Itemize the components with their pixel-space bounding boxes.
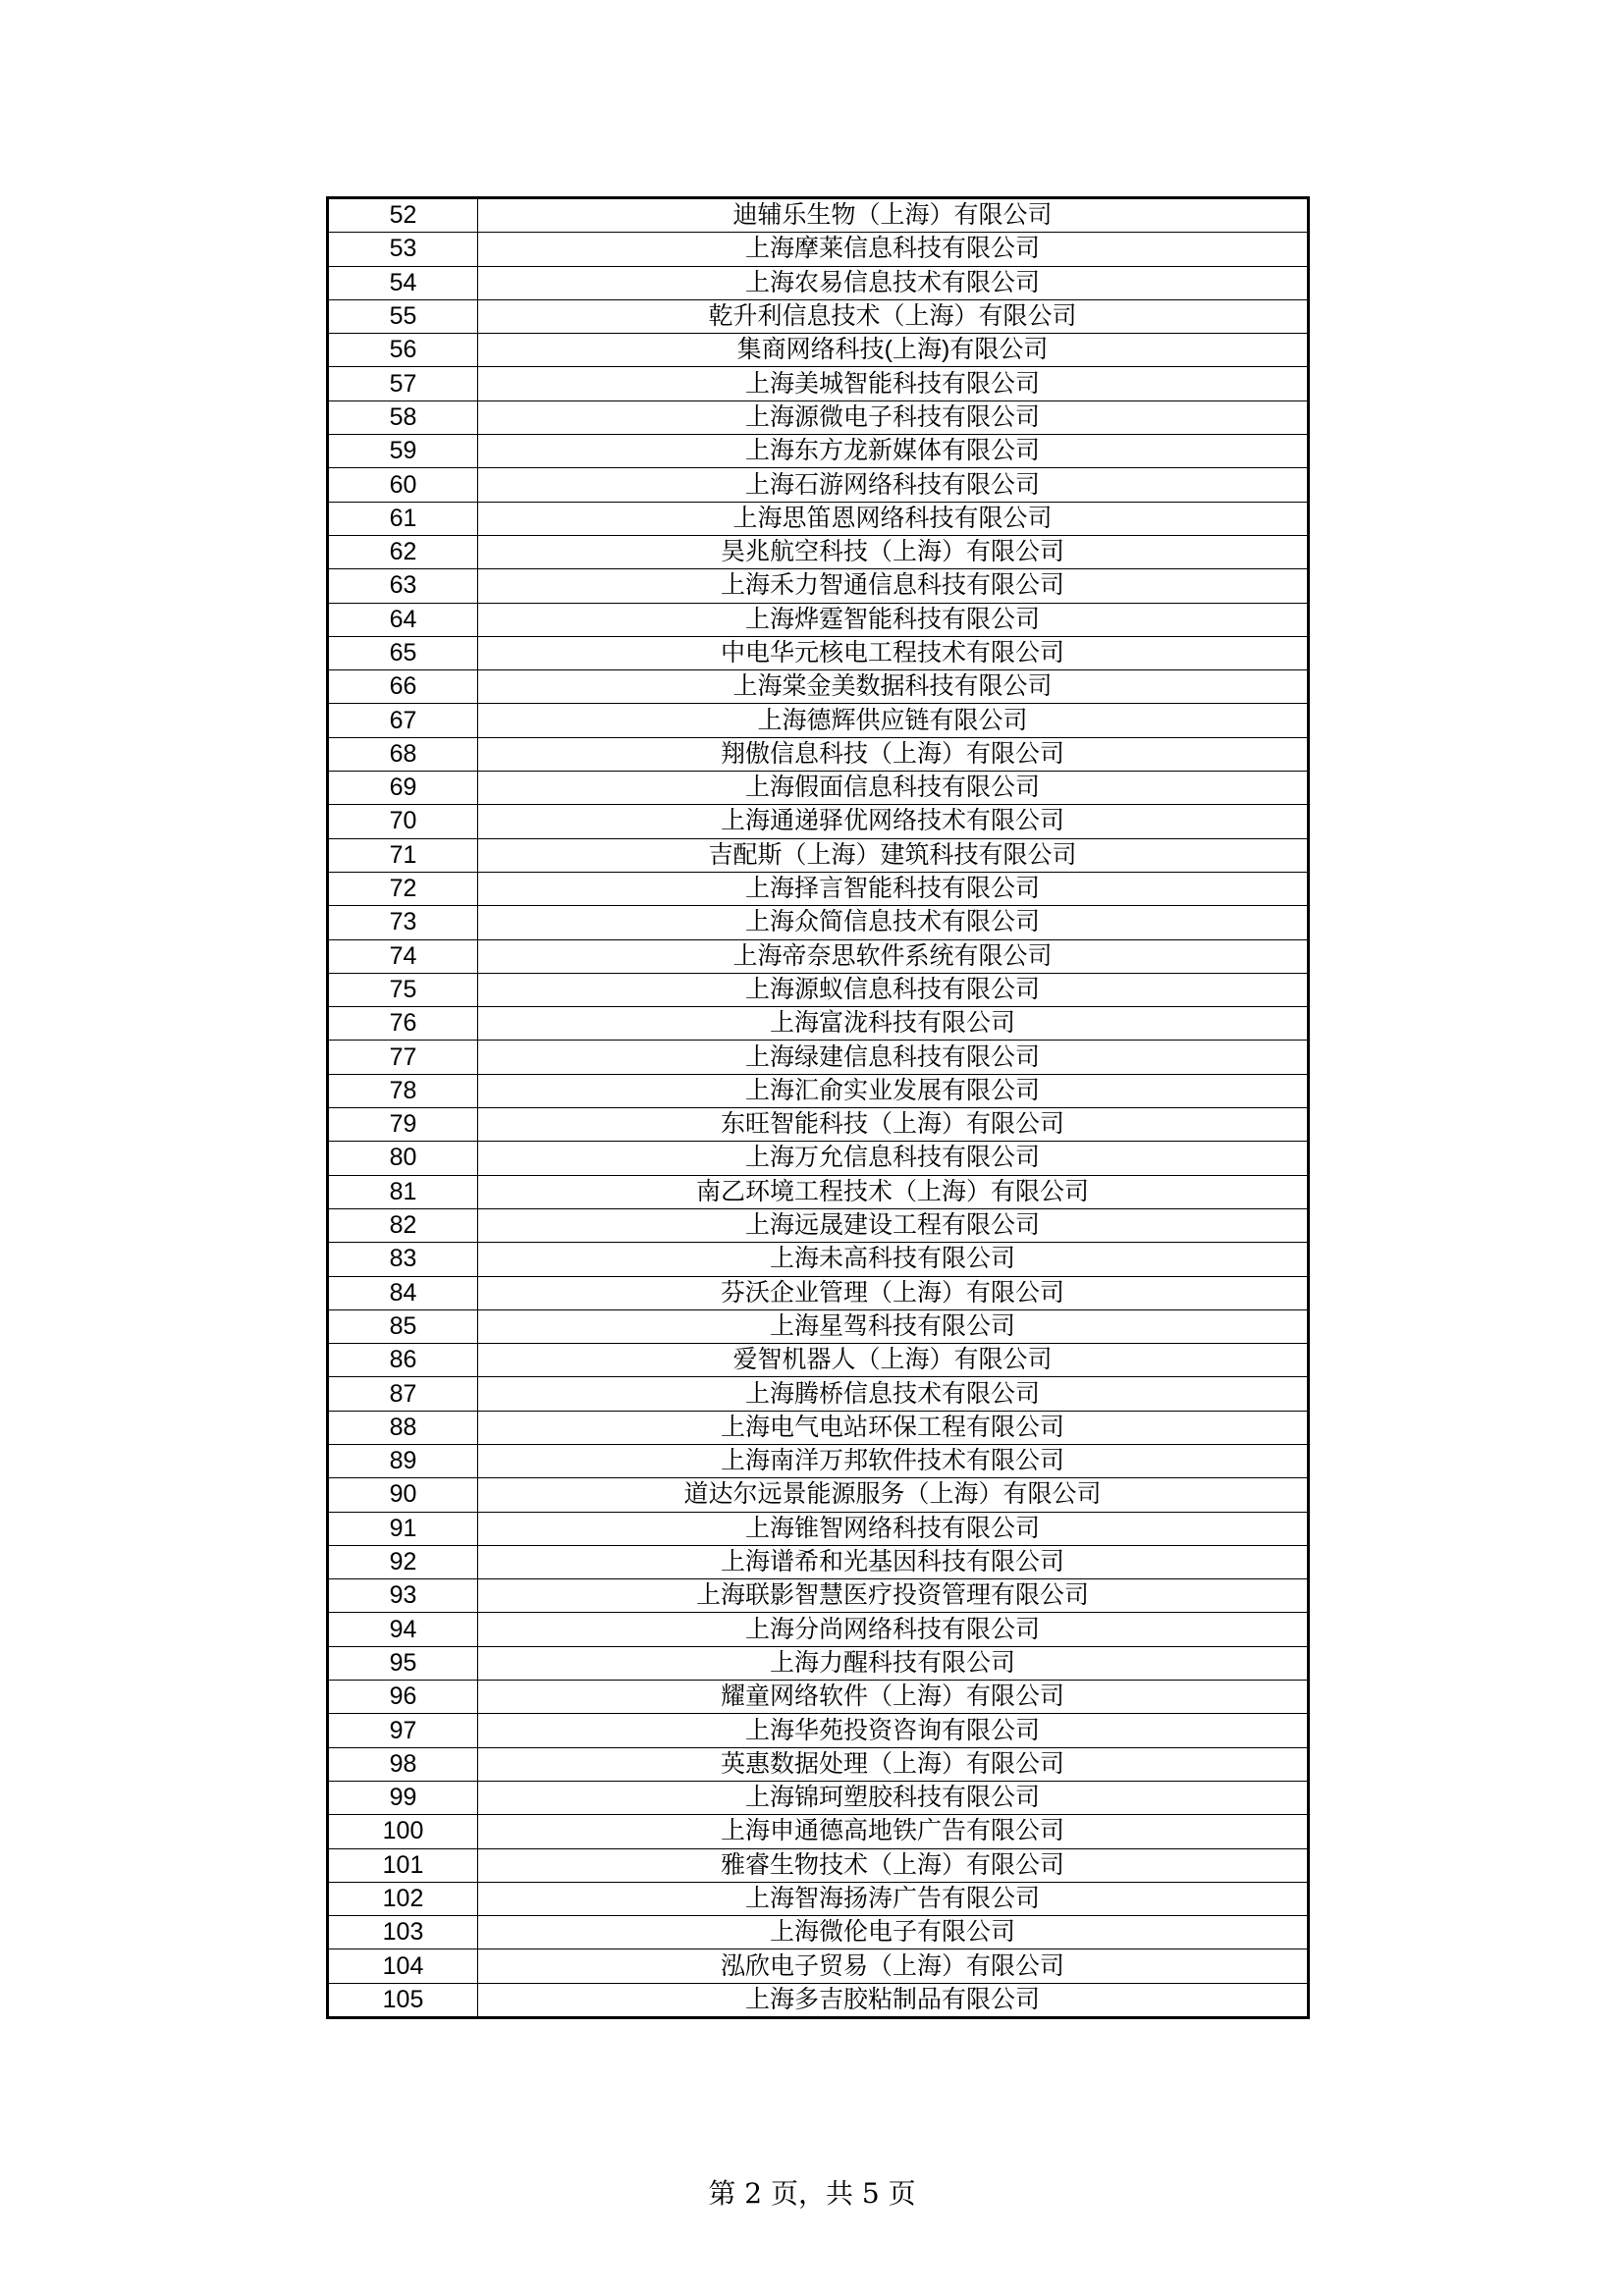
company-name: 上海力醒科技有限公司 <box>478 1646 1308 1680</box>
company-name: 英惠数据处理（上海）有限公司 <box>478 1747 1308 1781</box>
company-name: 上海绿建信息科技有限公司 <box>478 1041 1308 1074</box>
company-name: 上海万允信息科技有限公司 <box>478 1142 1308 1175</box>
table-row <box>329 704 1308 737</box>
company-name: 翔傲信息科技（上海）有限公司 <box>478 737 1308 771</box>
table-row <box>329 1848 1308 1882</box>
table-row <box>329 670 1308 704</box>
company-name: 中电华元核电工程技术有限公司 <box>478 636 1308 669</box>
row-number: 72 <box>329 872 478 905</box>
row-number: 90 <box>329 1478 478 1512</box>
company-name: 上海远晟建设工程有限公司 <box>478 1208 1308 1242</box>
row-number: 66 <box>329 670 478 704</box>
company-name: 上海汇俞实业发展有限公司 <box>478 1074 1308 1107</box>
table-row <box>329 435 1308 468</box>
table-row <box>329 1444 1308 1477</box>
company-name: 东旺智能科技（上海）有限公司 <box>478 1108 1308 1142</box>
row-number: 58 <box>329 400 478 434</box>
company-name: 南乙环境工程技术（上海）有限公司 <box>478 1175 1308 1208</box>
row-number: 77 <box>329 1041 478 1074</box>
row-number: 93 <box>329 1579 478 1613</box>
table-row <box>329 199 1308 233</box>
company-name: 芬沃企业管理（上海）有限公司 <box>478 1276 1308 1309</box>
row-number: 78 <box>329 1074 478 1107</box>
company-name: 上海众简信息技术有限公司 <box>478 906 1308 939</box>
company-name: 上海智海扬涛广告有限公司 <box>478 1882 1308 1915</box>
table-row <box>329 1613 1308 1646</box>
company-name: 道达尔远景能源服务（上海）有限公司 <box>478 1478 1308 1512</box>
row-number: 62 <box>329 535 478 568</box>
table-row <box>329 1815 1308 1848</box>
table-row <box>329 1007 1308 1041</box>
table-row <box>329 569 1308 603</box>
company-name: 泓欣电子贸易（上海）有限公司 <box>478 1949 1308 1983</box>
table-row <box>329 1041 1308 1074</box>
table-row <box>329 1545 1308 1578</box>
row-number: 73 <box>329 906 478 939</box>
company-name: 上海禾力智通信息科技有限公司 <box>478 569 1308 603</box>
company-name: 昊兆航空科技（上海）有限公司 <box>478 535 1308 568</box>
company-name: 上海南洋万邦软件技术有限公司 <box>478 1444 1308 1477</box>
table-row <box>329 1983 1308 2016</box>
table-row <box>329 1646 1308 1680</box>
row-number: 98 <box>329 1747 478 1781</box>
row-number: 55 <box>329 299 478 333</box>
company-name: 上海石游网络科技有限公司 <box>478 468 1308 502</box>
company-name: 上海农易信息技术有限公司 <box>478 266 1308 299</box>
row-number: 89 <box>329 1444 478 1477</box>
company-name: 上海锥智网络科技有限公司 <box>478 1512 1308 1545</box>
table-row <box>329 367 1308 400</box>
row-number: 102 <box>329 1882 478 1915</box>
table-row <box>329 535 1308 568</box>
row-number: 91 <box>329 1512 478 1545</box>
page-footer: 第 2 页，共 5 页 <box>708 2177 916 2210</box>
company-name: 上海东方龙新媒体有限公司 <box>478 435 1308 468</box>
table-row <box>329 1916 1308 1949</box>
table-row <box>329 1074 1308 1107</box>
row-number: 82 <box>329 1208 478 1242</box>
row-number: 105 <box>329 1983 478 2016</box>
row-number: 83 <box>329 1243 478 1276</box>
row-number: 75 <box>329 973 478 1006</box>
table-row <box>329 468 1308 502</box>
row-number: 52 <box>329 199 478 233</box>
row-number: 56 <box>329 334 478 367</box>
company-name: 上海腾桥信息技术有限公司 <box>478 1377 1308 1411</box>
row-number: 64 <box>329 603 478 636</box>
row-number: 97 <box>329 1714 478 1747</box>
row-number: 59 <box>329 435 478 468</box>
row-number: 76 <box>329 1007 478 1041</box>
company-name: 上海联影智慧医疗投资管理有限公司 <box>478 1579 1308 1613</box>
company-name: 上海假面信息科技有限公司 <box>478 772 1308 805</box>
row-number: 100 <box>329 1815 478 1848</box>
row-number: 104 <box>329 1949 478 1983</box>
table-row <box>329 772 1308 805</box>
row-number: 92 <box>329 1545 478 1578</box>
row-number: 95 <box>329 1646 478 1680</box>
table-row <box>329 838 1308 872</box>
table-row <box>329 334 1308 367</box>
company-name: 上海德辉供应链有限公司 <box>478 704 1308 737</box>
row-number: 80 <box>329 1142 478 1175</box>
table-row <box>329 1949 1308 1983</box>
table-row <box>329 1579 1308 1613</box>
company-name: 吉配斯（上海）建筑科技有限公司 <box>478 838 1308 872</box>
company-name: 上海多吉胶粘制品有限公司 <box>478 1983 1308 2016</box>
table-row <box>329 805 1308 838</box>
row-number: 61 <box>329 502 478 535</box>
company-name: 上海谱希和光基因科技有限公司 <box>478 1545 1308 1578</box>
table-row <box>329 266 1308 299</box>
row-number: 81 <box>329 1175 478 1208</box>
company-name: 迪辅乐生物（上海）有限公司 <box>478 199 1308 233</box>
company-name: 集商网络科技(上海)有限公司 <box>478 334 1308 367</box>
company-name: 上海未高科技有限公司 <box>478 1243 1308 1276</box>
table-row <box>329 1175 1308 1208</box>
company-name: 上海华苑投资咨询有限公司 <box>478 1714 1308 1747</box>
table-row <box>329 233 1308 266</box>
company-name: 上海微伦电子有限公司 <box>478 1916 1308 1949</box>
row-number: 53 <box>329 233 478 266</box>
row-number: 63 <box>329 569 478 603</box>
company-name: 上海源蚁信息科技有限公司 <box>478 973 1308 1006</box>
company-name: 上海择言智能科技有限公司 <box>478 872 1308 905</box>
table-row <box>329 1377 1308 1411</box>
table-row <box>329 1747 1308 1781</box>
company-name: 上海分尚网络科技有限公司 <box>478 1613 1308 1646</box>
table-row <box>329 1243 1308 1276</box>
table-row <box>329 299 1308 333</box>
company-name: 上海通递驿优网络技术有限公司 <box>478 805 1308 838</box>
company-name: 上海思笛恩网络科技有限公司 <box>478 502 1308 535</box>
row-number: 68 <box>329 737 478 771</box>
company-name: 上海申通德高地铁广告有限公司 <box>478 1815 1308 1848</box>
table-row <box>329 1478 1308 1512</box>
table-row <box>329 1309 1308 1343</box>
table-row <box>329 603 1308 636</box>
table-row <box>329 939 1308 973</box>
row-number: 85 <box>329 1309 478 1343</box>
company-name: 耀童网络软件（上海）有限公司 <box>478 1681 1308 1714</box>
table-row <box>329 1882 1308 1915</box>
company-name: 上海烨霆智能科技有限公司 <box>478 603 1308 636</box>
row-number: 71 <box>329 838 478 872</box>
table-row <box>329 872 1308 905</box>
company-table <box>328 198 1308 2017</box>
company-name: 上海锦珂塑胶科技有限公司 <box>478 1781 1308 1814</box>
company-name: 上海美城智能科技有限公司 <box>478 367 1308 400</box>
table-row <box>329 973 1308 1006</box>
row-number: 79 <box>329 1108 478 1142</box>
row-number: 65 <box>329 636 478 669</box>
company-name: 上海棠金美数据科技有限公司 <box>478 670 1308 704</box>
table-row <box>329 1208 1308 1242</box>
row-number: 67 <box>329 704 478 737</box>
row-number: 84 <box>329 1276 478 1309</box>
company-name: 上海源微电子科技有限公司 <box>478 400 1308 434</box>
company-name: 爱智机器人（上海）有限公司 <box>478 1344 1308 1377</box>
company-name: 上海星驾科技有限公司 <box>478 1309 1308 1343</box>
table-row <box>329 1142 1308 1175</box>
company-name: 雅睿生物技术（上海）有限公司 <box>478 1848 1308 1882</box>
company-name: 乾升利信息技术（上海）有限公司 <box>478 299 1308 333</box>
row-number: 88 <box>329 1411 478 1444</box>
company-name: 上海帝奈思软件系统有限公司 <box>478 939 1308 973</box>
table-row <box>329 1276 1308 1309</box>
row-number: 57 <box>329 367 478 400</box>
row-number: 70 <box>329 805 478 838</box>
row-number: 101 <box>329 1848 478 1882</box>
row-number: 94 <box>329 1613 478 1646</box>
company-table-body <box>329 199 1308 2017</box>
table-row <box>329 1714 1308 1747</box>
table-row <box>329 1344 1308 1377</box>
row-number: 86 <box>329 1344 478 1377</box>
row-number: 74 <box>329 939 478 973</box>
row-number: 87 <box>329 1377 478 1411</box>
row-number: 69 <box>329 772 478 805</box>
table-row <box>329 1108 1308 1142</box>
table-row <box>329 636 1308 669</box>
row-number: 60 <box>329 468 478 502</box>
company-name: 上海电气电站环保工程有限公司 <box>478 1411 1308 1444</box>
row-number: 103 <box>329 1916 478 1949</box>
table-row <box>329 502 1308 535</box>
row-number: 54 <box>329 266 478 299</box>
company-name: 上海富泷科技有限公司 <box>478 1007 1308 1041</box>
table-row <box>329 906 1308 939</box>
table-row <box>329 1512 1308 1545</box>
row-number: 99 <box>329 1781 478 1814</box>
table-row <box>329 400 1308 434</box>
table-row <box>329 1781 1308 1814</box>
table-row <box>329 1681 1308 1714</box>
row-number: 96 <box>329 1681 478 1714</box>
table-row <box>329 737 1308 771</box>
table-row <box>329 1411 1308 1444</box>
company-name: 上海摩莱信息科技有限公司 <box>478 233 1308 266</box>
